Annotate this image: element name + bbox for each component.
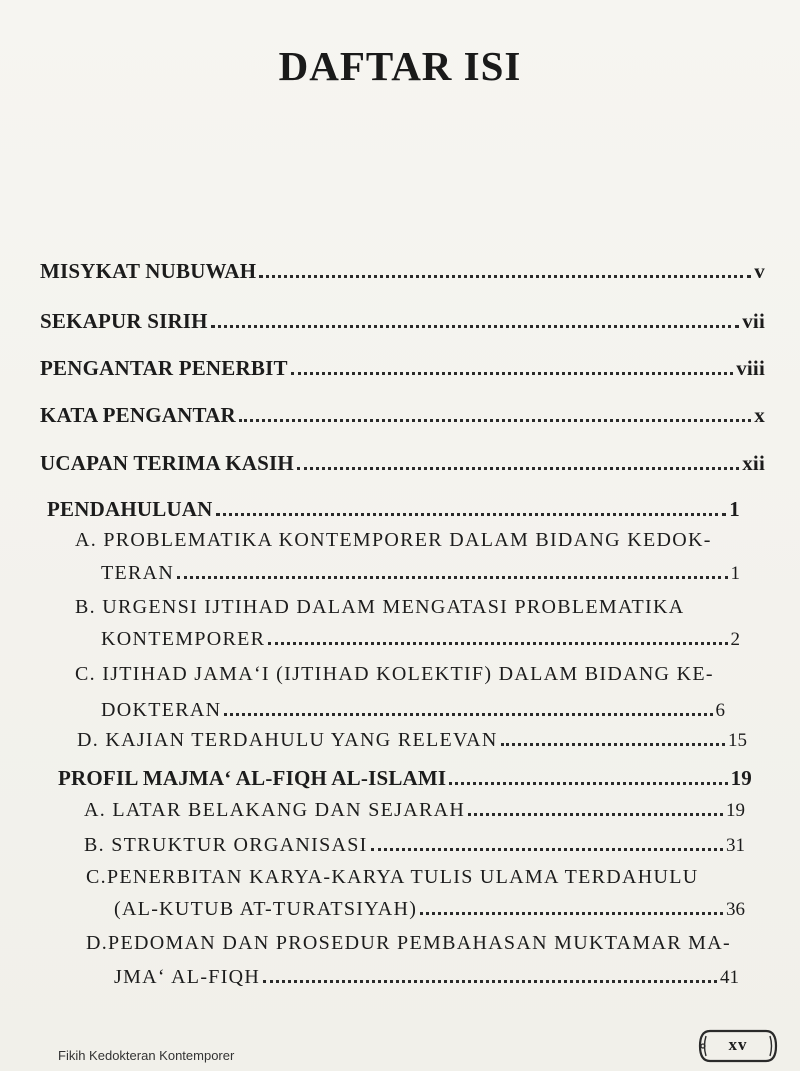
toc-entry-page: vii	[742, 309, 765, 333]
toc-entry-pendahuluan	[47, 497, 740, 522]
page-number: xv	[728, 1035, 748, 1054]
toc-entry-page: x	[754, 403, 765, 427]
dot-leader	[449, 782, 727, 785]
dot-leader	[177, 576, 727, 579]
toc-entry-label: (AL-KUTUB AT-TURATSIYAH)	[114, 898, 418, 920]
toc-subentry-b-line1: B. URGENSI IJTIHAD DALAM MENGATASI PROBLEMATIKA	[75, 596, 685, 618]
page-title: DAFTAR ISI	[278, 43, 522, 89]
toc-subentry-d	[77, 729, 747, 752]
toc-entry-label: TERAN	[101, 562, 175, 584]
toc-subentry-profil-b	[84, 834, 745, 857]
toc-entry-page: 1	[730, 563, 740, 584]
toc-entry-page: xii	[742, 451, 765, 475]
toc-entry-label: PENGANTAR PENERBIT	[40, 356, 288, 380]
toc-entry-pengantar-penerbit	[40, 356, 765, 381]
toc-subentry-a-line1: A. PROBLEMATIKA KONTEMPORER DALAM BIDANG KEDOK-	[75, 529, 712, 551]
page-number-ornament	[696, 1028, 780, 1064]
dot-leader	[371, 848, 723, 851]
toc-subentry-profil-a	[84, 799, 745, 822]
toc-subentry-profil-c-line1: C.PENERBITAN KARYA-KARYA TULIS ULAMA TERDAHULU	[86, 866, 699, 888]
toc-entry-label: A. LATAR BELAKANG DAN SEJARAH	[84, 799, 466, 821]
toc-entry-kata-pengantar	[40, 403, 765, 428]
dot-leader	[263, 980, 717, 983]
dot-leader	[268, 642, 727, 645]
dot-leader	[224, 713, 712, 716]
toc-entry-label: JMA‘ AL-FIQH	[114, 966, 261, 988]
toc-entry-page: v	[754, 259, 765, 283]
toc-subentry-profil-c	[114, 898, 745, 921]
dot-leader	[501, 743, 725, 746]
toc-entry-label: PENDAHULUAN	[47, 497, 213, 521]
toc-entry-page: 41	[720, 967, 739, 988]
toc-subentry-profil-d-line1: D.PEDOMAN DAN PROSEDUR PEMBAHASAN MUKTAMAR MA-	[86, 932, 731, 954]
dot-leader	[291, 372, 734, 375]
dot-leader	[420, 912, 723, 915]
toc-entry-page: 36	[726, 899, 745, 920]
toc-entry-label: KONTEMPORER	[101, 628, 266, 650]
toc-entry-label: PROFIL MAJMA‘ AL-FIQH AL-ISLAMI	[58, 766, 447, 790]
toc-entry-page: 19	[730, 766, 752, 790]
toc-entry-ucapan-terima-kasih	[40, 451, 765, 476]
toc-entry-label: UCAPAN TERIMA KASIH	[40, 451, 294, 475]
toc-entry-page: 15	[728, 730, 747, 751]
toc-entry-page: 19	[726, 800, 745, 821]
toc-entry-page: 1	[729, 497, 740, 521]
dot-leader	[468, 813, 723, 816]
dot-leader	[216, 513, 727, 516]
toc-entry-page: 2	[730, 629, 740, 650]
toc-entry-label: DOKTERAN	[101, 699, 222, 721]
running-footer: Fikih Kedokteran Kontemporer	[58, 1048, 235, 1063]
toc-entry-label: B. STRUKTUR ORGANISASI	[84, 834, 368, 856]
toc-entry-page: viii	[736, 356, 765, 380]
toc-entry-label: MISYKAT NUBUWAH	[40, 259, 257, 283]
toc-subentry-b	[101, 628, 740, 651]
toc-subentry-a	[101, 562, 740, 585]
toc-entry-page: 6	[715, 700, 725, 721]
toc-entry-misykat-nubuwah	[40, 259, 765, 284]
toc-entry-page: 31	[726, 835, 745, 856]
toc-entry-label: KATA PENGANTAR	[40, 403, 236, 427]
dot-leader	[239, 419, 751, 422]
dot-leader	[259, 275, 751, 278]
toc-subentry-profil-d	[114, 966, 739, 989]
toc-entry-sekapur-sirih	[40, 309, 765, 334]
dot-leader	[211, 325, 740, 328]
toc-entry-label: SEKAPUR SIRIH	[40, 309, 208, 333]
toc-subentry-c-line1: C. IJTIHAD JAMA‘I (IJTIHAD KOLEKTIF) DALAM BIDANG KE-	[75, 663, 714, 685]
toc-subentry-c	[101, 699, 725, 722]
toc-entry-profil-majma	[58, 766, 752, 791]
dot-leader	[297, 467, 739, 470]
toc-entry-label: D. KAJIAN TERDAHULU YANG RELEVAN	[77, 729, 498, 751]
